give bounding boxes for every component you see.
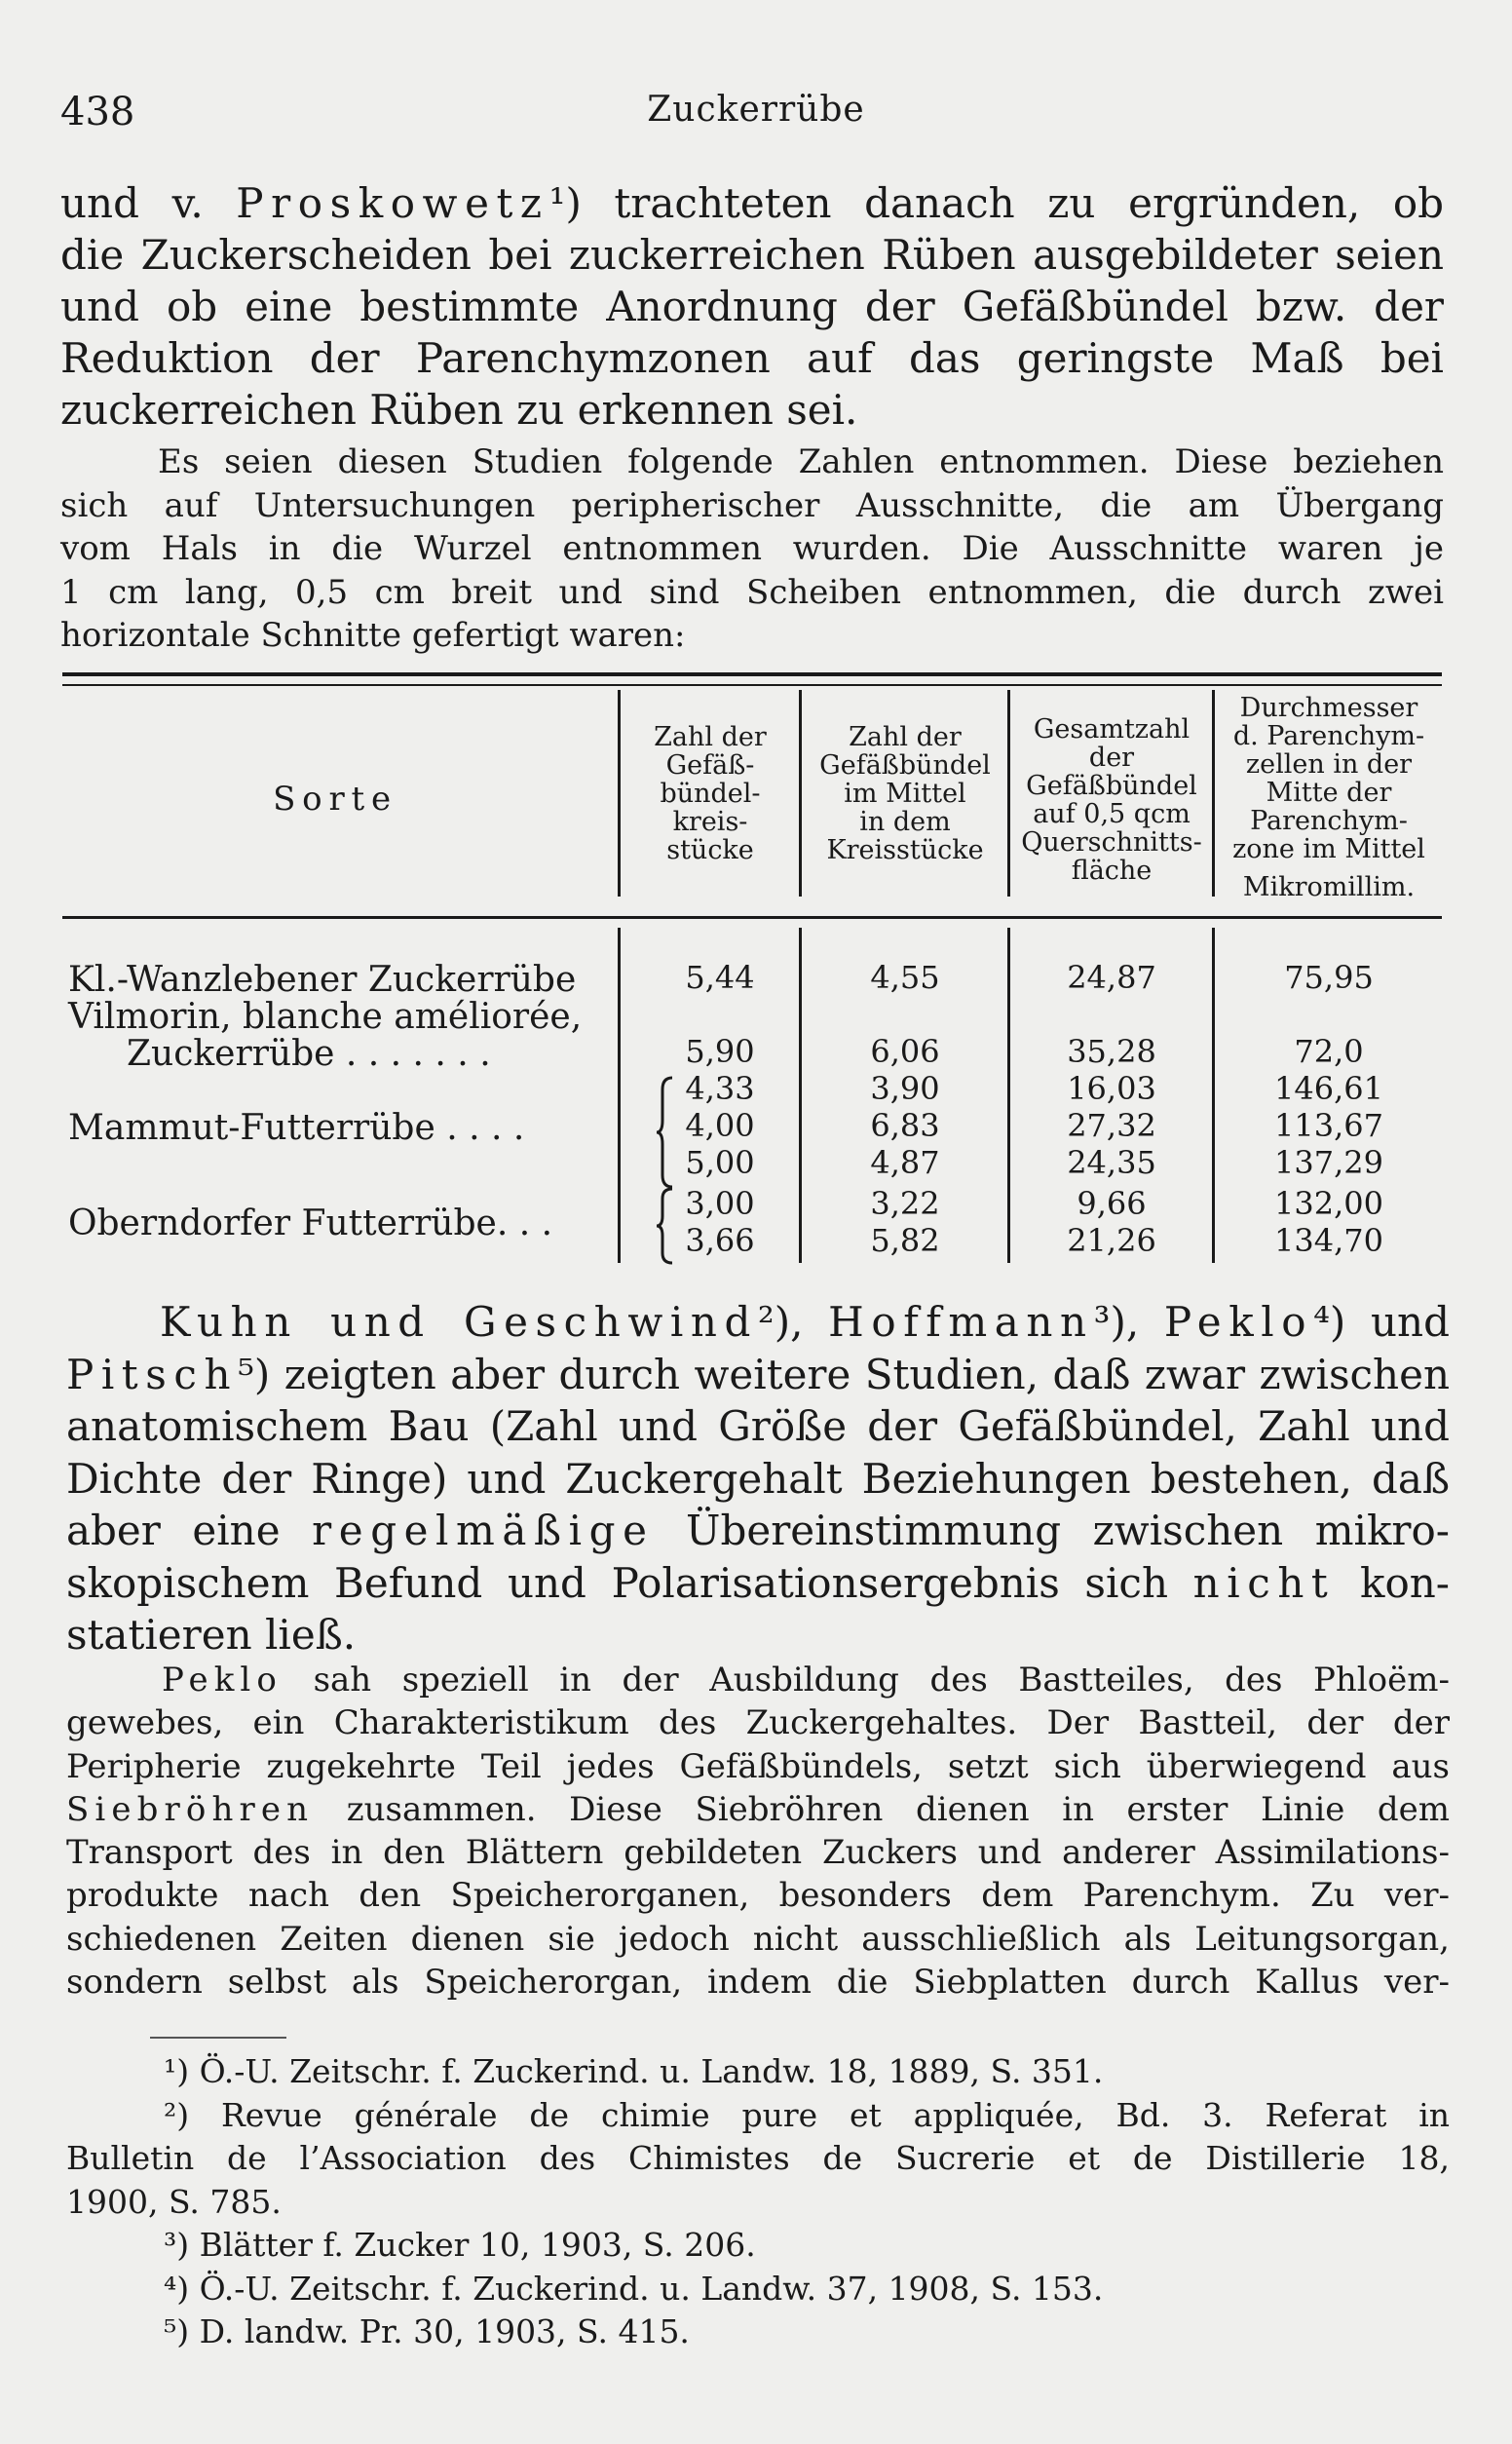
running-head: Zuckerrübe <box>647 90 865 130</box>
table-cell: 3,66 <box>685 1222 755 1259</box>
table-cell: 5,90 <box>685 1033 755 1070</box>
table-cell: 9,66 <box>1077 1185 1147 1222</box>
table-cell: 21,26 <box>1067 1222 1156 1259</box>
table-cell: 24,87 <box>1067 959 1156 996</box>
paragraph-kuhn <box>66 1296 1450 1661</box>
row-label: Mammut-Futterrübe . . . . <box>68 1108 525 1148</box>
text-line: Peklo sah speziell in der Ausbildung des Bastteiles, des Phloëm- <box>162 1661 1450 1699</box>
header-col2: Zahl der Gefäßbündel im Mittel in dem Kreisstücke <box>819 722 991 865</box>
page-number: 438 <box>60 90 135 134</box>
header-col4-unit: Mikromillim. <box>1242 872 1416 902</box>
footnote-rule <box>150 2037 286 2039</box>
footnote-2-cont: 1900, S. 785. <box>66 2182 282 2221</box>
table-cell: 4,00 <box>685 1107 755 1144</box>
column-divider <box>1007 690 1010 897</box>
header-col3: Gesamtzahl der Gefäßbündel auf 0,5 qcm Querschnitts- fläche <box>1021 714 1202 886</box>
table-cell: 4,33 <box>685 1070 755 1107</box>
footnote-4: ⁴) Ö.-U. Zeitschr. f. Zuckerind. u. Landw. 37, 1908, S. 153. <box>164 2269 1104 2308</box>
column-divider <box>618 928 621 1263</box>
text-line: aber eine regelmäßige Übereinstimmung zwischen mikro- <box>66 1507 1450 1554</box>
table-cell: 3,22 <box>870 1185 940 1222</box>
text-line: Pitsch⁵) zeigten aber durch weitere Studien, daß zwar zwischen <box>66 1350 1450 1398</box>
table-cell: 6,83 <box>870 1107 940 1144</box>
text-line: anatomischem Bau (Zahl und Größe der Gefäßbündel, Zahl und <box>66 1402 1450 1450</box>
row-label: Oberndorfer Futterrübe. . . <box>68 1203 553 1243</box>
table-cell: 4,55 <box>870 959 940 996</box>
table-cell: 5,44 <box>685 959 755 996</box>
header-sorte: Sorte <box>273 780 397 819</box>
text-line: sich auf Untersuchungen peripherischer Ausschnitte, die am Übergang <box>60 485 1444 525</box>
column-divider <box>1007 928 1010 1263</box>
footnote-1: ¹) Ö.-U. Zeitschr. f. Zuckerind. u. Landw. 18, 1889, S. 351. <box>164 2052 1104 2090</box>
table-cell: 24,35 <box>1067 1144 1156 1181</box>
text-line: Siebröhren zusammen. Diese Siebröhren dienen in erster Linie dem <box>66 1789 1450 1829</box>
table-cell: 5,00 <box>685 1144 755 1181</box>
table-cell: 6,06 <box>870 1033 940 1070</box>
row-label: Kl.-Wanzlebener Zuckerrübe <box>68 960 577 1000</box>
paragraph-intro <box>60 177 1444 436</box>
text-line: 1 cm lang, 0,5 cm breit und sind Scheiben entnommen, die durch zwei <box>60 572 1444 612</box>
footnote-3: ³) Blätter f. Zucker 10, 1903, S. 206. <box>164 2226 756 2264</box>
text-line: produkte nach den Speicherorganen, besonders dem Parenchym. Zu ver- <box>66 1876 1450 1916</box>
paragraph-peklo <box>66 1659 1450 2004</box>
text-line: zuckerreichen Rüben zu erkennen sei. <box>60 386 858 434</box>
table-cell: 27,32 <box>1067 1107 1156 1144</box>
row-label: Zuckerrübe . . . . . . . <box>127 1034 491 1074</box>
table-header-rule <box>62 916 1442 919</box>
text-line: gewebes, ein Charakteristikum des Zuckergehaltes. Der Bastteil, der der <box>66 1703 1450 1743</box>
footnote-5: ⁵) D. landw. Pr. 30, 1903, S. 415. <box>164 2312 690 2350</box>
text-line: Es seien diesen Studien folgende Zahlen entnommen. Diese beziehen <box>158 442 1444 481</box>
table-cell: 35,28 <box>1067 1033 1156 1070</box>
text-line: Reduktion der Parenchymzonen auf das geringste Maß bei <box>60 334 1444 382</box>
text-line: statieren ließ. <box>66 1611 357 1659</box>
table-cell: 137,29 <box>1274 1144 1383 1181</box>
text-line: skopischem Befund und Polarisationsergebnis sich nicht kon- <box>66 1558 1450 1607</box>
table-cell: 113,67 <box>1274 1107 1383 1144</box>
table-cell: 4,87 <box>870 1144 940 1181</box>
text-line: und v. Proskowetz¹) trachteten danach zu ergründen, ob <box>60 179 1444 227</box>
text-line: Transport des in den Blättern gebildeten Zuckers und anderer Assimilations- <box>66 1833 1450 1873</box>
text-line: Kuhn und Geschwind²), Hoffmann³), Peklo⁴) und <box>160 1298 1450 1346</box>
table-cell: 3,00 <box>685 1185 755 1222</box>
table-cell: 3,90 <box>870 1070 940 1107</box>
row-label: Vilmorin, blanche améliorée, <box>68 997 583 1037</box>
text-line: vom Hals in die Wurzel entnommen wurden. Die Ausschnitte waren je <box>60 529 1444 568</box>
column-divider <box>799 928 802 1263</box>
text-line: sondern selbst als Speicherorgan, indem die Siebplatten durch Kallus ver- <box>66 1963 1450 2003</box>
table-cell: 132,00 <box>1274 1185 1383 1222</box>
text-line: und ob eine bestimmte Anordnung der Gefäßbündel bzw. der <box>60 283 1444 330</box>
table-cell: 134,70 <box>1274 1222 1383 1259</box>
footnotes <box>66 2050 1450 2354</box>
text-line: schiedenen Zeiten dienen sie jedoch nicht ausschließlich als Leitungsorgan, <box>66 1919 1450 1959</box>
text-line: die Zuckerscheiden bei zuckerreichen Rüben ausgebildeter seien <box>60 231 1444 279</box>
table-top-rule <box>62 672 1442 676</box>
table-cell: 16,03 <box>1067 1070 1156 1107</box>
paragraph-method <box>60 440 1444 658</box>
table-cell: 72,0 <box>1294 1033 1364 1070</box>
column-divider <box>618 690 621 897</box>
header-col1: Zahl der Gefäß- bündel- kreis- stücke <box>654 722 767 865</box>
column-divider <box>1212 928 1215 1263</box>
column-divider <box>1212 690 1215 897</box>
table-cell: 5,82 <box>870 1222 940 1259</box>
text-line: Dichte der Ringe) und Zuckergehalt Beziehungen bestehen, daß <box>66 1454 1450 1503</box>
header-col4: Durchmesser d. Parenchym- zellen in der Mitte der Parenchym- zone im Mittel Mikromillim. <box>1216 694 1442 901</box>
table-top-rule-thin <box>62 684 1442 686</box>
column-divider <box>799 690 802 897</box>
footnote-2-cont: Bulletin de l’Association des Chimistes de Sucrerie et de Distillerie 18, <box>66 2139 1450 2177</box>
table-cell: 146,61 <box>1274 1070 1383 1107</box>
table-cell: 75,95 <box>1284 959 1374 996</box>
text-line: horizontale Schnitte gefertigt waren: <box>60 616 686 655</box>
text-line: Peripherie zugekehrte Teil jedes Gefäßbündels, setzt sich überwiegend aus <box>66 1746 1450 1786</box>
footnote-2: ²) Revue générale de chimie pure et appliquée, Bd. 3. Referat in <box>164 2095 1450 2134</box>
